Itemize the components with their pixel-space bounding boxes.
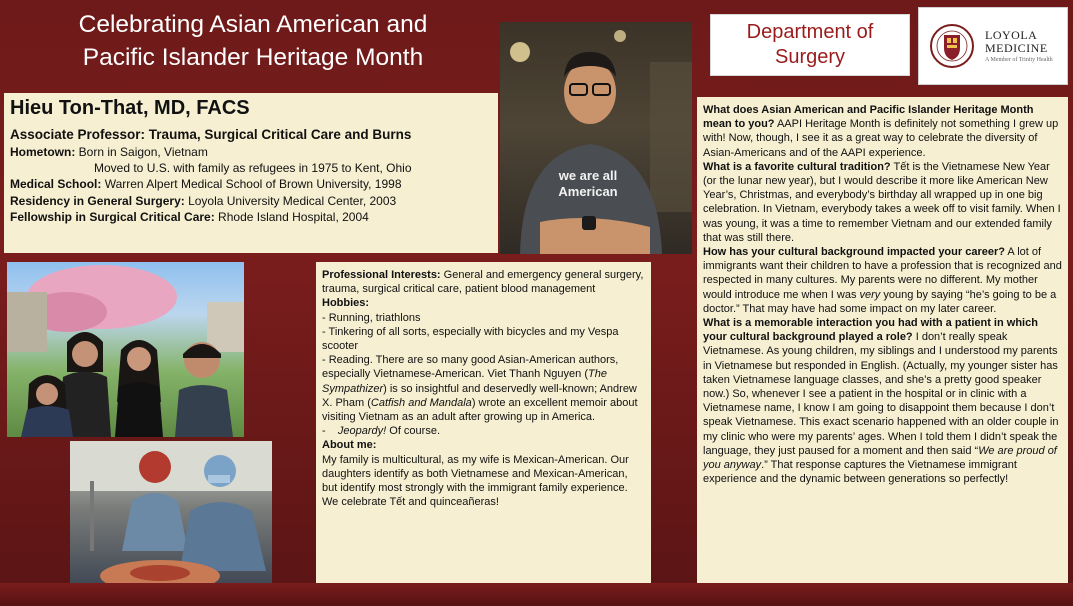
professional-interests-label: Professional Interests: <box>322 269 441 281</box>
answer-3-emphasis: very <box>859 288 881 301</box>
answer-2: Tết is the Vietnamese New Year (or the lunar new year), but I would describe it more like American New Year’s, Christmas, and everybody’s birthday all wrapped up in one big celebration. In Vietnam, everybody takes a week off to visit family. When I was young, it was a time to remember Vietnam and our extended family that was still there. <box>703 160 1061 244</box>
question-1: What does Asian American and Pacific Islander Heritage Month mean to you? <box>703 104 1034 131</box>
shirt-line-1: we are all <box>558 168 618 183</box>
department-line-1: Department of <box>746 21 874 43</box>
profile-card <box>4 93 498 253</box>
medical-school-line <box>10 176 492 192</box>
title-line-1: Celebrating Asian American and <box>78 11 428 38</box>
hobby-text: Of course. <box>386 425 440 438</box>
professional-interests-value: General and emergency general surgery, trauma, surgical critical care, patient blood management <box>322 269 644 296</box>
answer-3c: young by saying “he’s going to be a doctor.” That may have had some impact on my later career. <box>703 288 1057 315</box>
question-2: What is a favorite cultural tradition? <box>703 160 891 173</box>
qa-item-4 <box>703 316 1062 486</box>
show-title: Jeopardy! <box>337 425 387 438</box>
fellowship-line <box>10 209 492 225</box>
loyola-medicine-logo <box>918 7 1068 85</box>
family-photo-illustration <box>7 262 244 437</box>
answer-4-quote: We are proud of you anyway <box>703 444 1057 472</box>
about-me-text: My family is multicultural, as my wife is Mexican-American. Our daughters identify as both Vietnamese and Mexican-American, but identify most strongly with the immigrant family experience. We celebrate Tết and quinceañeras! <box>322 453 629 509</box>
page-title <box>18 8 488 74</box>
shield-seal-icon <box>929 17 975 75</box>
about-me-heading: About me: <box>322 439 377 452</box>
hobbies-label <box>322 296 645 310</box>
logo-tagline: A Member of Trinity Health <box>985 57 1053 63</box>
qa-item-1 <box>703 103 1062 160</box>
medical-school-label: Medical School: <box>10 177 102 192</box>
residency-label: Residency in General Surgery: <box>10 193 185 208</box>
shirt-line-2: American <box>558 184 618 199</box>
answer-4c: .” That response captures the Vietnamese immigrant experience and the dynamic between generations so perfectly! <box>703 459 1017 486</box>
book-title: The Sympathizer <box>322 368 607 395</box>
portrait-photo <box>500 22 692 254</box>
answer-4a: I don’t really speak Vietnamese. As young children, my siblings and I understood my parents in Vietnamese but responded in English. (Actually, my younger sister has taken Vietnamese language classes, and she’s a pretty good speaker now.) So, whenever I see a patient in the hospital or in clinic with a Vietnamese name, I know I am going to disappoint them because I don’t speak Vietnamese. This exact scenario happened with an older couple in my clinic who were my parents’ ages. When I told them I didn’t speak the language, they just paused for a moment and then said “ <box>703 331 1059 457</box>
hobby-bullet: - <box>322 425 338 438</box>
question-4: What is a memorable interaction you had with a patient in which your cultural background played a role? <box>703 317 1038 344</box>
family-photo <box>7 262 244 437</box>
hobby-item: - Running, triathlons <box>322 311 421 324</box>
hobbies-heading: Hobbies: <box>322 297 370 310</box>
residency-line <box>10 193 492 209</box>
logo-line-2: MEDICINE <box>985 41 1048 55</box>
medical-school-value: Warren Alpert Medical School of Brown University, 1998 <box>101 177 402 192</box>
surgery-photo <box>70 441 272 590</box>
hometown-line-2: Moved to U.S. with family as refugees in 1975 to Kent, Ohio <box>94 161 412 176</box>
hometown-label: Hometown: <box>10 145 76 159</box>
hometown-value: Born in Saigon, Vietnam <box>75 145 208 159</box>
hobby-item-jeopardy <box>322 424 645 438</box>
question-3: How has your cultural background impacted your career? <box>703 246 1005 259</box>
residency-value: Loyola University Medical Center, 2003 <box>184 193 397 208</box>
hometown-line <box>10 144 492 160</box>
answer-1: AAPI Heritage Month is definitely not something I grew up with! Now, though, I see it as a great way to celebrate the diversity of Asian-Americans and of the AAPI experience. <box>703 118 1059 159</box>
hobby-text: ) is so insightful and deservedly well-known; Andrew X. Pham ( <box>322 382 637 409</box>
qa-item-2 <box>703 160 1062 245</box>
bottom-band <box>0 583 1073 606</box>
hobby-item-reading <box>322 353 645 424</box>
hobby-text: ) wrote an excellent memoir about visiting Vietnam as an adult after growing up in America. <box>322 396 638 424</box>
hobby-item: - Tinkering of all sorts, especially with bicycles and my Vespa scooter <box>322 325 619 353</box>
department-label <box>710 14 910 76</box>
surgery-photo-illustration <box>70 441 272 590</box>
answer-3a: A lot of immigrants want their children to have a profession that is recognized and respected in many cultures. My parents were no different. My mother would introduce me when I was <box>703 246 1062 301</box>
professional-interests <box>322 268 645 296</box>
logo-text <box>985 29 1053 63</box>
shirt-text <box>548 168 628 200</box>
profile-name: Hieu Ton-That, MD, FACS <box>10 97 250 119</box>
qa-item-3 <box>703 245 1062 316</box>
department-line-2: Surgery <box>774 46 846 68</box>
interests-card <box>316 262 651 597</box>
fellowship-value: Rhode Island Hospital, 2004 <box>214 209 369 224</box>
about-me-label <box>322 438 645 452</box>
qa-card <box>697 97 1068 590</box>
fellowship-label: Fellowship in Surgical Critical Care: <box>10 209 215 224</box>
title-line-2: Pacific Islander Heritage Month <box>82 44 424 71</box>
profile-position: Associate Professor: Trauma, Surgical Critical Care and Burns <box>10 127 412 142</box>
portrait-illustration <box>500 22 692 254</box>
hobby-text: - Reading. There are so many good Asian-American authors, especially Vietnamese-American. Viet Thanh Nguyen ( <box>322 354 619 381</box>
book-title: Catfish and Mandala <box>370 396 472 409</box>
logo-line-1: LOYOLA <box>985 28 1038 42</box>
